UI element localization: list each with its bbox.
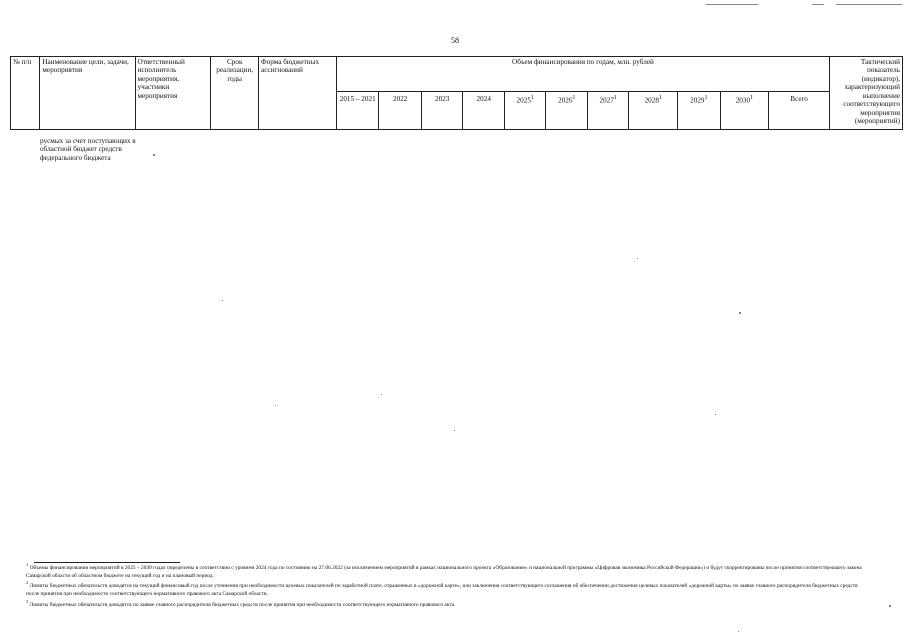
scan-mark [812, 4, 824, 5]
financing-table [10, 56, 903, 130]
header-goal: Наименование цели, задачи, мероприятия [40, 57, 135, 130]
header-year: 2022 [379, 92, 422, 130]
header-number: № п/п [11, 57, 40, 130]
header-year: 2027$^1$ [587, 92, 629, 130]
scan-mark [836, 4, 902, 5]
page-number: 58 [451, 36, 459, 45]
header-year: 2024 [463, 92, 505, 130]
header-financing: Объем финансирования по годам, млн. рублей [336, 57, 829, 92]
header-year: 2029$^1$ [678, 92, 721, 130]
header-year: 2015 – 2021 [336, 92, 379, 130]
scan-speck [739, 312, 741, 314]
scan-speck [637, 258, 638, 259]
header-year: 2030$^1$ [720, 92, 769, 130]
header-year: 2025$^1$ [504, 92, 546, 130]
scan-mark [706, 4, 758, 5]
header-term: Срок реализации, годы [211, 57, 259, 130]
header-year: 2026$^1$ [546, 92, 588, 130]
scan-speck [153, 154, 155, 156]
footnotes [26, 562, 872, 610]
footnote-3: $^3$ Лимиты бюджетных обязательств доводятся по заявке главного распорядителя бюджетных средств после принятия при необходимости соответствующего нормативного правового акта. [26, 598, 456, 608]
header-budget-form: Форма бюджетных ассигнований [259, 57, 337, 130]
scan-speck [715, 414, 716, 415]
header-total: Всего [769, 92, 830, 130]
header-indicator: Тактический показатель (индикатор), характеризующий выполнение соответствующего мероприятия (мероприятий) [830, 57, 903, 130]
row-continuation-text: русмых за счет поступающих в областной бюджет средств федерального бюджета [40, 137, 136, 162]
scan-speck [381, 394, 382, 395]
header-executor: Ответственный исполнитель мероприятия, участники мероприятия [135, 57, 211, 130]
footnote-2: $^2$ Лимиты бюджетных обязательств доводятся на текущий финансовый год после уточнения при необходимости целевых показателей по заработной плате, отраженных в «дорожной карте», или заключения соответствующего соглашения об обеспечении достижения целевых показателей «дорожной карты» по заявке главного распорядителя бюджетных средств после принятия при необходимости соответствующего нормативного правового акта Самарской области. [26, 580, 858, 598]
scan-speck [889, 605, 891, 607]
header-year: 2028$^1$ [629, 92, 678, 130]
scan-speck [738, 631, 739, 632]
scan-speck [454, 430, 455, 431]
header-year: 2023 [421, 92, 463, 130]
scan-speck [222, 300, 223, 301]
scan-speck [275, 405, 276, 406]
footnote-1: $^1$ Объемы финансирования мероприятий в 2025 – 2030 годах определены в соответствии с уровнем 2024 года по состоянию на 27.06.2022 (за исключением мероприятий в рамках национального проекта «Образование» и национальной программы «Цифровая экономика Российской Федерации») и будут скорректированы после принятия соответствующего закона Самарской области об областном бюджете на текущий год и на плановый период. [26, 562, 862, 579]
